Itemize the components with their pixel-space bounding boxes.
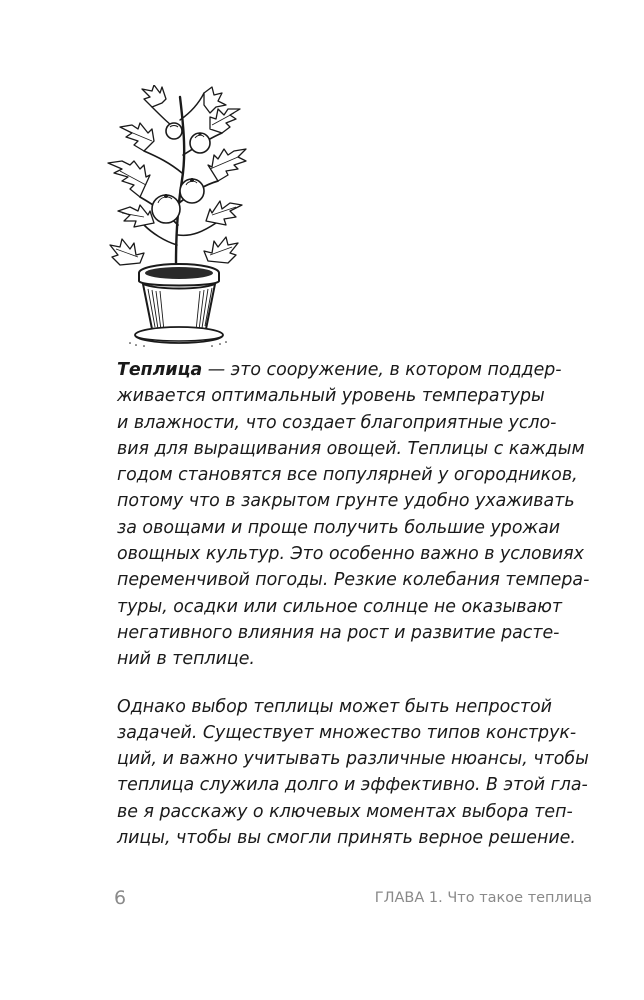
text-line: теплица служила долго и эффективно. В этой гла- xyxy=(117,775,588,796)
text-line: живается оптимальный уровень температуры xyxy=(117,386,545,407)
text-line: лицы, чтобы вы смогли принять верное решение. xyxy=(117,828,576,849)
text-line: годом становятся все популярней у огородников, xyxy=(117,465,578,486)
page-number: 6 xyxy=(114,887,127,909)
body-text xyxy=(117,357,593,851)
text-line: ций, и важно учитывать различные нюансы, чтобы xyxy=(117,749,589,770)
text-line: потому что в закрытом грунте удобно ухаживать xyxy=(117,491,575,512)
text-line: задачей. Существует множество типов конструк- xyxy=(117,722,577,743)
text-line: вия для выращивания овощей. Теплицы с каждым xyxy=(117,438,585,459)
text-line: и влажности, что создает благоприятные усло- xyxy=(117,412,557,433)
paragraph-chapter-intro xyxy=(117,694,593,852)
text-line: негативного влияния на рост и развитие расте- xyxy=(117,622,560,643)
text-line: туры, осадки или сильное солнце не оказывают xyxy=(117,596,562,617)
running-head: ГЛАВА 1. Что такое теплица xyxy=(374,890,592,906)
defined-term: Теплица xyxy=(117,360,203,380)
text-line: Теплица — это сооружение, в котором поддер- xyxy=(117,360,562,380)
text-line: ний в теплице. xyxy=(117,649,255,670)
text-line: за овощами и проще получить большие урожаи xyxy=(117,517,561,538)
potted-tomato-plant-icon xyxy=(100,85,250,347)
text-line: ве я расскажу о ключевых моментах выбора теп- xyxy=(117,801,573,822)
tomato-plant-illustration xyxy=(100,85,250,347)
text-line: переменчивой погоды. Резкие колебания темпера- xyxy=(117,570,590,591)
text-line: Однако выбор теплицы может быть непростой xyxy=(117,696,552,717)
text-line: овощных культур. Это особенно важно в условиях xyxy=(117,544,584,565)
paragraph-greenhouse-definition xyxy=(117,357,593,673)
